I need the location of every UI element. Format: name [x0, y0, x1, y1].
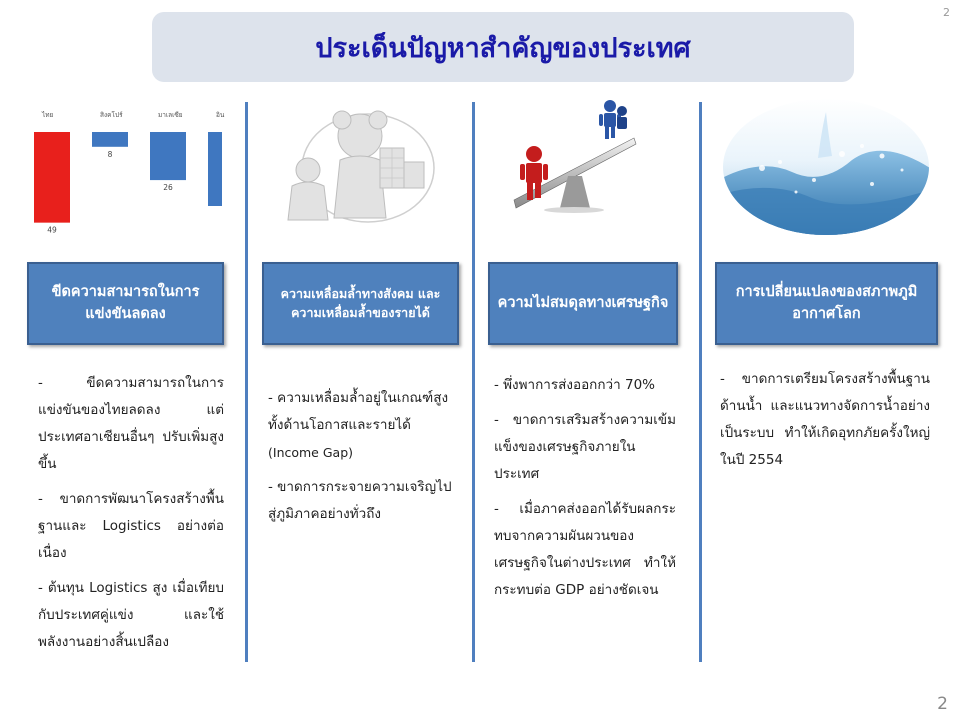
imbalance-seesaw-figures — [510, 100, 638, 222]
bullet-item: - ต้นทุน Logistics สูง เมื่อเทียบกับประเทศคู่แข่ง และใช้พลังงานอย่างสิ้นเปลือง — [38, 580, 224, 650]
chart-bar — [150, 132, 186, 180]
chart-bar — [208, 132, 222, 206]
column-divider — [245, 102, 248, 662]
header-label: ขีดความสามารถในการแข่งขันลดลง — [51, 284, 200, 322]
chart-category-label: ไทย — [42, 111, 54, 119]
header-inequality — [262, 262, 459, 345]
bullet-item: - ความเหลื่อมล้ำอยู่ในเกณฑ์สูง ทั้งด้านโอกาสและรายได้ — [268, 390, 449, 433]
bullet-list — [38, 370, 224, 664]
bullet-item: - ขีดความสามารถในการแข่งขันของไทยลดลง แต่ประเทศอาเซียนอื่นๆ ปรับเพิ่มสูงขึ้น — [38, 375, 224, 472]
bullet-item: - ขาดการพัฒนาโครงสร้างพื้นฐานและ Logistics อย่างต่อเนื่อง — [38, 491, 224, 561]
header-label: การเปลี่ยนแปลงของสภาพภูมิอากาศโลก — [735, 284, 918, 322]
chart-bar — [92, 132, 128, 147]
bullet-list — [720, 366, 930, 482]
bullet-item: - ขาดการกระจายความเจริญไปสู่ภูมิภาคอย่างทั่วถึง — [268, 479, 452, 522]
header-competitiveness — [27, 262, 224, 345]
chart-category-label: อิน — [216, 111, 225, 119]
bullet-item: - พึ่งพาการส่งออกกว่า 70% — [494, 377, 655, 393]
bullet-list — [268, 385, 458, 536]
chart-data-label: 8 — [107, 149, 113, 159]
header-label: ความไม่สมดุลทางเศรษฐกิจ — [497, 294, 669, 311]
water-splash-image — [722, 98, 930, 236]
page-number-top: 2 — [943, 6, 950, 19]
chart-bar — [34, 132, 70, 223]
column-divider — [699, 102, 702, 662]
title-banner — [152, 12, 854, 82]
header-label: ความเหลื่อมล้ำทางสังคม และ ความเหลื่อมล้ำของรายได้ — [280, 286, 441, 320]
bullet-item: (Income Gap) — [268, 445, 354, 460]
bullet-item: - ขาดการเตรียมโครงสร้างพื้นฐานด้านน้ำ และแนวทางจัดการน้ำอย่างเป็นระบบ ทำให้เกิดอุทกภัยครั้งใหญ่ในปี 2554 — [720, 371, 930, 468]
competitiveness-bar-chart — [28, 104, 238, 234]
bullet-item: - เมื่อภาคส่งออกได้รับผลกระทบจากความผันผวนของเศรษฐกิจในต่างประเทศ ทำให้กระทบต่อ GDP อย่างชัดเจน — [494, 501, 676, 598]
header-climate-change — [715, 262, 938, 345]
column-divider — [472, 102, 475, 662]
bullet-item: - ขาดการเสริมสร้างความเข้มแข็งของเศรษฐกิจภายในประเทศ — [494, 412, 676, 482]
chart-data-label: 26 — [163, 183, 173, 193]
bullet-list — [494, 372, 676, 612]
chart-category-label: มาเลเซีย — [158, 111, 183, 119]
header-economic-imbalance — [488, 262, 678, 345]
page-title: ประเด็นปัญหาสำคัญของประเทศ — [315, 32, 691, 64]
bar-chart-svg — [28, 104, 238, 234]
page-number-bottom: 2 — [937, 694, 948, 714]
chart-category-label: สิงคโปร์ — [100, 111, 123, 119]
chart-data-label: 49 — [47, 225, 57, 234]
inequality-sketch-illustration — [278, 108, 438, 230]
